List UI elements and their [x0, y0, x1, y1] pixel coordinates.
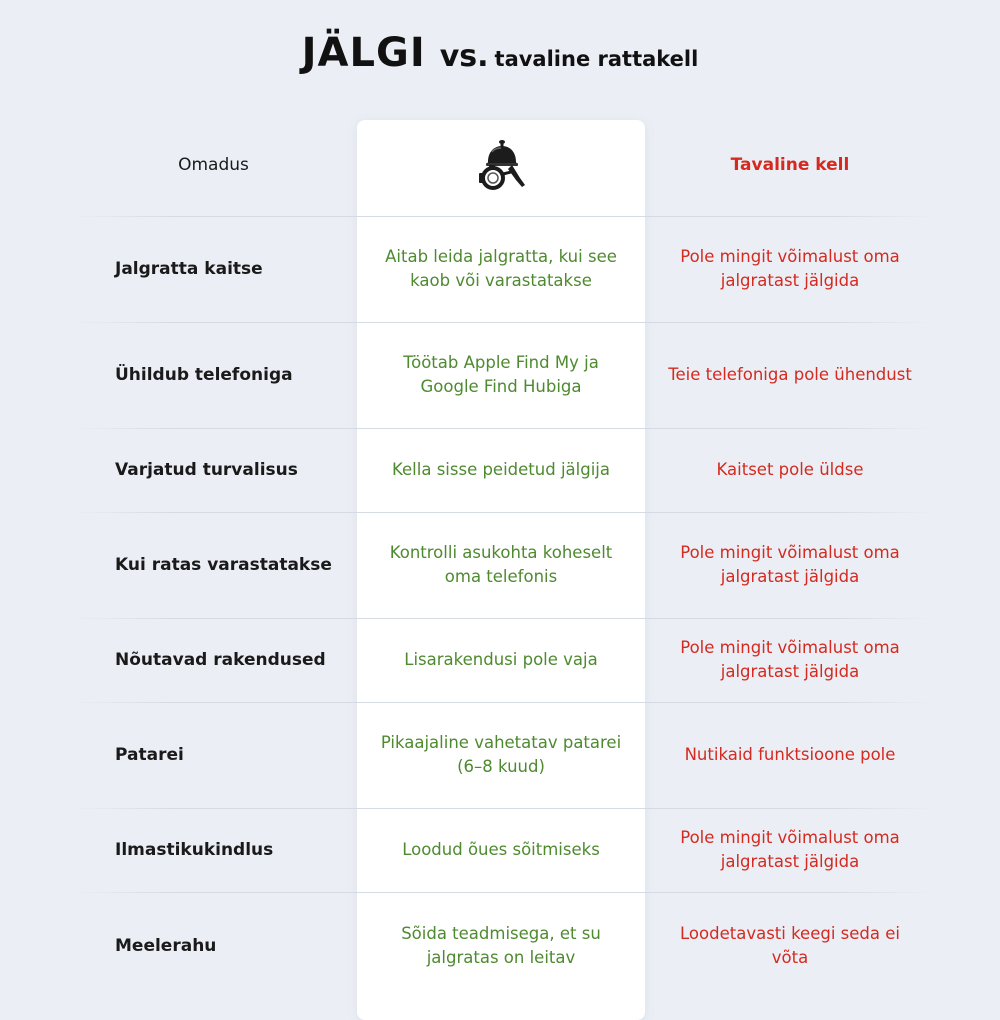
header-feature-label: Omadus: [178, 155, 249, 175]
product-cell-text: Pikaajaline vahetatav patarei (6–8 kuud): [380, 733, 622, 776]
table-row: [70, 702, 935, 808]
product-cell: [357, 808, 645, 892]
feature-cell: [97, 428, 357, 512]
table-row: [70, 216, 935, 322]
regular-cell-text: Pole mingit võimalust oma jalgratast jälgida: [680, 247, 900, 290]
regular-cell-text: Kaitset pole üldse: [716, 460, 864, 479]
product-cell-text: Aitab leida jalgratta, kui see kaob või varastatakse: [385, 247, 617, 290]
regular-cell: [645, 216, 935, 322]
title-brand: JÄLGI: [301, 30, 426, 76]
regular-cell: [645, 702, 935, 808]
regular-cell-text: Loodetavasti keegi seda ei võta: [680, 924, 900, 967]
regular-cell: [645, 428, 935, 512]
regular-cell: [645, 892, 935, 1000]
product-cell: [357, 702, 645, 808]
regular-cell: [645, 512, 935, 618]
feature-cell: [97, 702, 357, 808]
regular-cell-text: Pole mingit võimalust oma jalgratast jälgida: [680, 543, 900, 586]
product-cell: [357, 216, 645, 322]
feature-cell-text: Jalgratta kaitse: [115, 259, 263, 279]
feature-cell: [97, 216, 357, 322]
product-cell-text: Lisarakendusi pole vaja: [404, 650, 598, 669]
feature-cell-text: Kui ratas varastatakse: [115, 555, 332, 575]
product-cell: [357, 892, 645, 1000]
page-title: [0, 30, 1000, 76]
product-cell-text: Kella sisse peidetud jälgija: [392, 460, 610, 479]
feature-cell-text: Ühildub telefoniga: [115, 365, 293, 385]
feature-cell-text: Nõutavad rakendused: [115, 650, 326, 670]
product-cell: [357, 428, 645, 512]
feature-cell-text: Meelerahu: [115, 936, 217, 956]
regular-cell: [645, 808, 935, 892]
header-regular-label: Tavaline kell: [730, 155, 850, 175]
regular-cell-text: Teie telefoniga pole ühendust: [668, 365, 912, 384]
title-vs: vs.: [439, 39, 489, 74]
product-cell-text: Sõida teadmisega, et su jalgratas on leitav: [401, 924, 601, 967]
feature-cell: [97, 512, 357, 618]
product-cell-text: Kontrolli asukohta koheselt oma telefonis: [389, 543, 613, 586]
product-cell-text: Töötab Apple Find My ja Google Find Hubiga: [403, 353, 599, 396]
bike-bell-icon: [470, 138, 530, 194]
table-row: [70, 618, 935, 702]
feature-cell: [97, 618, 357, 702]
title-subtitle: tavaline rattakell: [494, 47, 699, 71]
product-cell: [357, 618, 645, 702]
table-row: [70, 428, 935, 512]
regular-cell-text: Pole mingit võimalust oma jalgratast jälgida: [680, 828, 900, 871]
feature-cell-text: Patarei: [115, 745, 184, 765]
table-row: [70, 322, 935, 428]
regular-cell: [645, 618, 935, 702]
feature-cell-text: Varjatud turvalisus: [115, 460, 298, 480]
regular-cell-text: Pole mingit võimalust oma jalgratast jälgida: [680, 638, 900, 681]
feature-cell: [97, 808, 357, 892]
feature-cell: [97, 322, 357, 428]
table-row: [70, 892, 935, 1000]
regular-cell: [645, 322, 935, 428]
feature-cell: [97, 892, 357, 1000]
product-cell: [357, 322, 645, 428]
table-row: [70, 512, 935, 618]
regular-cell-text: Nutikaid funktsioone pole: [684, 745, 896, 764]
product-cell-text: Loodud õues sõitmiseks: [402, 840, 600, 859]
feature-cell-text: Ilmastikukindlus: [115, 840, 274, 860]
product-cell: [357, 512, 645, 618]
table-row: [70, 808, 935, 892]
